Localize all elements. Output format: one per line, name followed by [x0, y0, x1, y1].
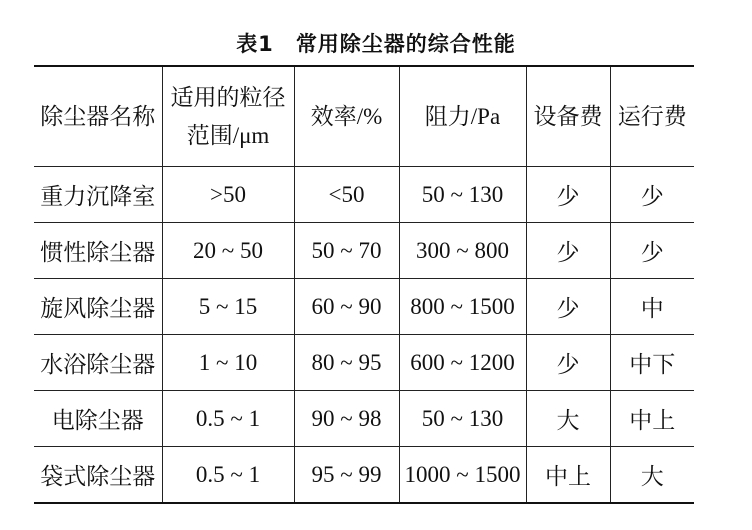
cell-efficiency: 80 ~ 95 — [294, 335, 399, 391]
cell-particle-size: 5 ~ 15 — [162, 279, 294, 335]
header-particle-size-range: 适用的粒径 范围/μm — [162, 66, 294, 167]
table-title: 常用除尘器的综合性能 — [295, 32, 516, 56]
table-number: 表1 — [236, 32, 274, 56]
cell-equipment-cost: 少 — [526, 279, 610, 335]
header-row — [34, 66, 694, 167]
table-row — [34, 391, 694, 447]
cell-collector-name: 惯性除尘器 — [34, 223, 162, 279]
table-row — [34, 167, 694, 223]
cell-operating-cost: 少 — [610, 223, 694, 279]
cell-particle-size: 1 ~ 10 — [162, 335, 294, 391]
cell-collector-name: 重力沉降室 — [34, 167, 162, 223]
cell-particle-size: 0.5 ~ 1 — [162, 391, 294, 447]
header-efficiency: 效率/% — [294, 66, 399, 167]
cell-equipment-cost: 少 — [526, 167, 610, 223]
cell-resistance: 1000 ~ 1500 — [399, 447, 526, 504]
table-row — [34, 279, 694, 335]
cell-resistance: 600 ~ 1200 — [399, 335, 526, 391]
cell-operating-cost: 中 — [610, 279, 694, 335]
cell-efficiency: 60 ~ 90 — [294, 279, 399, 335]
cell-efficiency: 90 ~ 98 — [294, 391, 399, 447]
header-resistance: 阻力/Pa — [399, 66, 526, 167]
cell-equipment-cost: 大 — [526, 391, 610, 447]
dust-collector-performance-table — [34, 65, 694, 504]
cell-equipment-cost: 少 — [526, 335, 610, 391]
cell-operating-cost: 中下 — [610, 335, 694, 391]
cell-resistance: 50 ~ 130 — [399, 391, 526, 447]
header-collector-name: 除尘器名称 — [34, 66, 162, 167]
cell-particle-size: 0.5 ~ 1 — [162, 447, 294, 504]
cell-equipment-cost: 中上 — [526, 447, 610, 504]
table-row — [34, 223, 694, 279]
cell-collector-name: 水浴除尘器 — [34, 335, 162, 391]
table-row — [34, 335, 694, 391]
header-operating-cost: 运行费 — [610, 66, 694, 167]
cell-operating-cost: 大 — [610, 447, 694, 504]
cell-resistance: 800 ~ 1500 — [399, 279, 526, 335]
cell-collector-name: 袋式除尘器 — [34, 447, 162, 504]
table-caption — [0, 28, 752, 58]
table-row — [34, 447, 694, 504]
cell-operating-cost: 少 — [610, 167, 694, 223]
cell-efficiency: 95 ~ 99 — [294, 447, 399, 504]
header-equipment-cost: 设备费 — [526, 66, 610, 167]
cell-particle-size: 20 ~ 50 — [162, 223, 294, 279]
cell-resistance: 50 ~ 130 — [399, 167, 526, 223]
cell-resistance: 300 ~ 800 — [399, 223, 526, 279]
cell-efficiency: <50 — [294, 167, 399, 223]
cell-collector-name: 电除尘器 — [34, 391, 162, 447]
cell-collector-name: 旋风除尘器 — [34, 279, 162, 335]
cell-particle-size: >50 — [162, 167, 294, 223]
cell-equipment-cost: 少 — [526, 223, 610, 279]
cell-efficiency: 50 ~ 70 — [294, 223, 399, 279]
cell-operating-cost: 中上 — [610, 391, 694, 447]
